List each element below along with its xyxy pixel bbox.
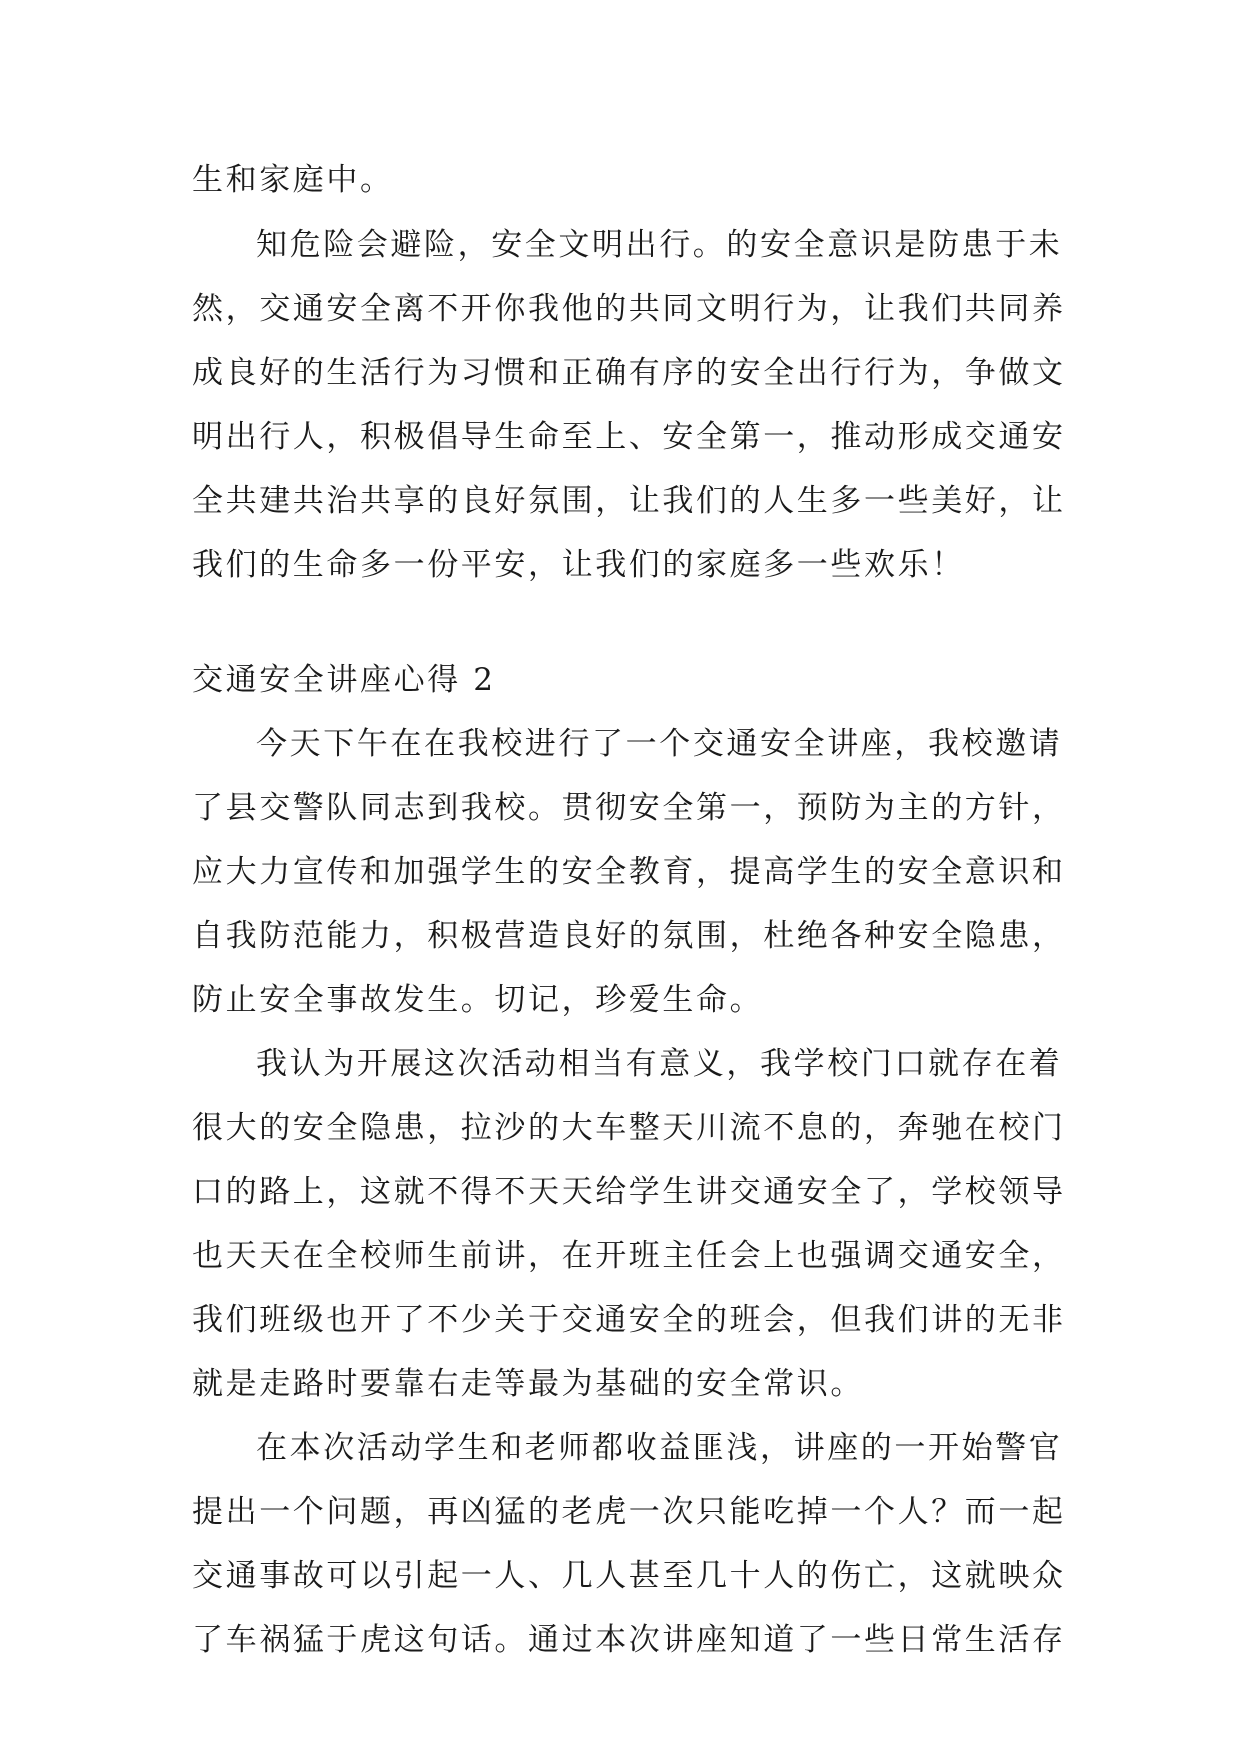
paragraph-line: 明出行人，积极倡导生命至上、安全第一，推动形成交通安 (192, 419, 1066, 455)
paragraph-line: 生和家庭中。 (192, 162, 394, 198)
paragraph-line: 了县交警队同志到我校。贯彻安全第一，预防为主的方针， (192, 790, 1066, 826)
paragraph-line: 就是走路时要靠右走等最为基础的安全常识。 (192, 1366, 864, 1402)
paragraph-line: 防止安全事故发生。切记，珍爱生命。 (192, 982, 764, 1018)
paragraph-line: 我们的生命多一份平安，让我们的家庭多一些欢乐！ (192, 547, 965, 583)
paragraph-line: 然，交通安全离不开你我他的共同文明行为，让我们共同养 (192, 291, 1066, 327)
paragraph-line: 我认为开展这次活动相当有意义，我学校门口就存在着 (256, 1046, 1063, 1082)
paragraph-line: 我们班级也开了不少关于交通安全的班会，但我们讲的无非 (192, 1302, 1066, 1338)
paragraph-line: 了车祸猛于虎这句话。通过本次讲座知道了一些日常生活存 (192, 1622, 1066, 1658)
paragraph-line: 知危险会避险，安全文明出行。的安全意识是防患于未 (256, 227, 1063, 263)
paragraph-line: 全共建共治共享的良好氛围，让我们的人生多一些美好，让 (192, 483, 1066, 519)
section-heading: 交通安全讲座心得 2 (192, 662, 496, 698)
paragraph-line: 自我防范能力，积极营造良好的氛围，杜绝各种安全隐患， (192, 918, 1066, 954)
paragraph-line: 应大力宣传和加强学生的安全教育，提高学生的安全意识和 (192, 854, 1066, 890)
paragraph-line: 交通事故可以引起一人、几人甚至几十人的伤亡，这就映众 (192, 1558, 1066, 1594)
paragraph-line: 口的路上，这就不得不天天给学生讲交通安全了，学校领导 (192, 1174, 1066, 1210)
paragraph-line: 提出一个问题，再凶猛的老虎一次只能吃掉一个人？而一起 (192, 1494, 1066, 1530)
paragraph-line: 成良好的生活行为习惯和正确有序的安全出行行为，争做文 (192, 355, 1066, 391)
paragraph-line: 很大的安全隐患，拉沙的大车整天川流不息的，奔驰在校门 (192, 1110, 1066, 1146)
paragraph-line: 也天天在全校师生前讲，在开班主任会上也强调交通安全， (192, 1238, 1066, 1274)
paragraph-line: 今天下午在在我校进行了一个交通安全讲座，我校邀请 (256, 726, 1063, 762)
paragraph-line: 在本次活动学生和老师都收益匪浅，讲座的一开始警官 (256, 1430, 1063, 1466)
